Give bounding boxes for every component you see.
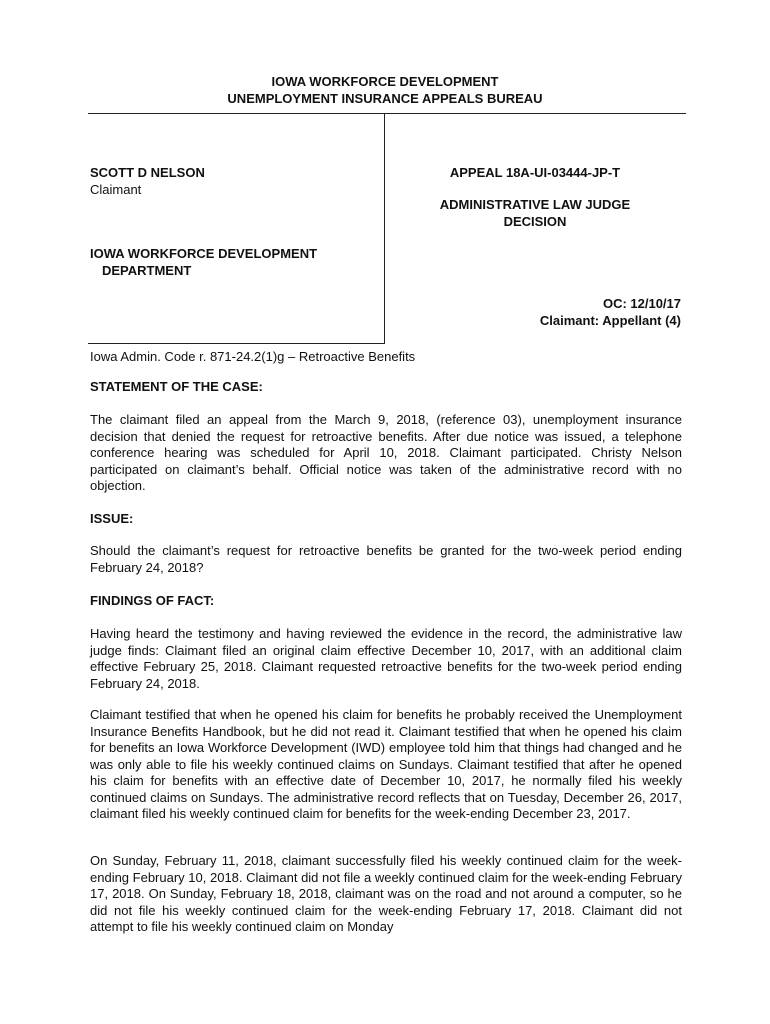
decision-title — [385, 196, 685, 230]
issue-heading: ISSUE: — [90, 511, 134, 526]
caption-top-rule — [88, 113, 686, 114]
agency-line1: IOWA WORKFORCE DEVELOPMENT — [90, 246, 318, 261]
findings-paragraph-2: Claimant testified that when he opened his claim for benefits he probably received the Unemployment Insurance Benefits Handbook, but he did not read it. Claimant testified that when he opened his claim for benefits an Iowa Workforce Development (IWD) employee told him that things had changed and he was only able to file his weekly continued claims on Sundays. Claimant testified that after he opened his claim for benefits with an effective date of December 10, 2017, he normally filed his weekly continued claims on Sundays. The administrative record reflects that on Tuesday, December 26, 2017, claimant filed his weekly continued claim for benefits for the week-ending December 23, 2017. — [90, 707, 682, 821]
claimant-name: SCOTT D NELSON — [90, 165, 205, 180]
decision-line1: ADMINISTRATIVE LAW JUDGE — [439, 197, 631, 212]
document-header — [0, 73, 770, 107]
findings-paragraph-3: On Sunday, February 11, 2018, claimant successfully filed his weekly continued claim for the week-ending February 10, 2018. Claimant did not file a weekly continued claim for the week-ending February 17, 2018. On Sunday, February 18, 2018, claimant was on the road and not around a computer, so he did not file his weekly continued claim for the week-ending February 17, 2018. Claimant did not attempt to file his weekly continued claim on Monday — [90, 853, 682, 934]
appeal-number: APPEAL 18A-UI-03444-JP-T — [449, 165, 621, 180]
header-bureau: UNEMPLOYMENT INSURANCE APPEALS BUREAU — [227, 91, 543, 106]
agency-party — [90, 245, 317, 279]
statement-text: The claimant filed an appeal from the March 9, 2018, (reference 03), unemployment insurance decision that denied the request for retroactive benefits. After due notice was issued, a telephone conference hearing was scheduled for April 10, 2018. Claimant participated. Christy Nelson participated on claimant’s behalf. Official notice was taken of the administrative record with no objection. — [90, 412, 682, 493]
caption-left — [90, 164, 205, 198]
claimant-role: Claimant — [90, 182, 142, 197]
findings-heading: FINDINGS OF FACT: — [90, 593, 215, 608]
oc-date: OC: 12/10/17 — [602, 296, 681, 311]
issue-text: Should the claimant’s request for retroactive benefits be granted for the two-week period ending February 24, 2018? — [90, 543, 682, 575]
header-agency: IOWA WORKFORCE DEVELOPMENT — [271, 74, 499, 89]
citation: Iowa Admin. Code r. 871-24.2(1)g – Retroactive Benefits — [90, 349, 416, 364]
findings-paragraph-1: Having heard the testimony and having reviewed the evidence in the record, the administrative law judge finds: Claimant filed an original claim effective December 10, 2017, with an additional claim effective February 25, 2018. Claimant requested retroactive benefits for the two-week period ending February 24, 2018. — [90, 626, 682, 691]
claim-info — [385, 295, 681, 329]
decision-line2: DECISION — [503, 214, 567, 229]
agency-line2: DEPARTMENT — [102, 263, 192, 278]
caption-left-bottom-rule — [88, 343, 384, 344]
statement-heading: STATEMENT OF THE CASE: — [90, 379, 263, 394]
claimant-status: Claimant: Appellant (4) — [539, 313, 681, 328]
